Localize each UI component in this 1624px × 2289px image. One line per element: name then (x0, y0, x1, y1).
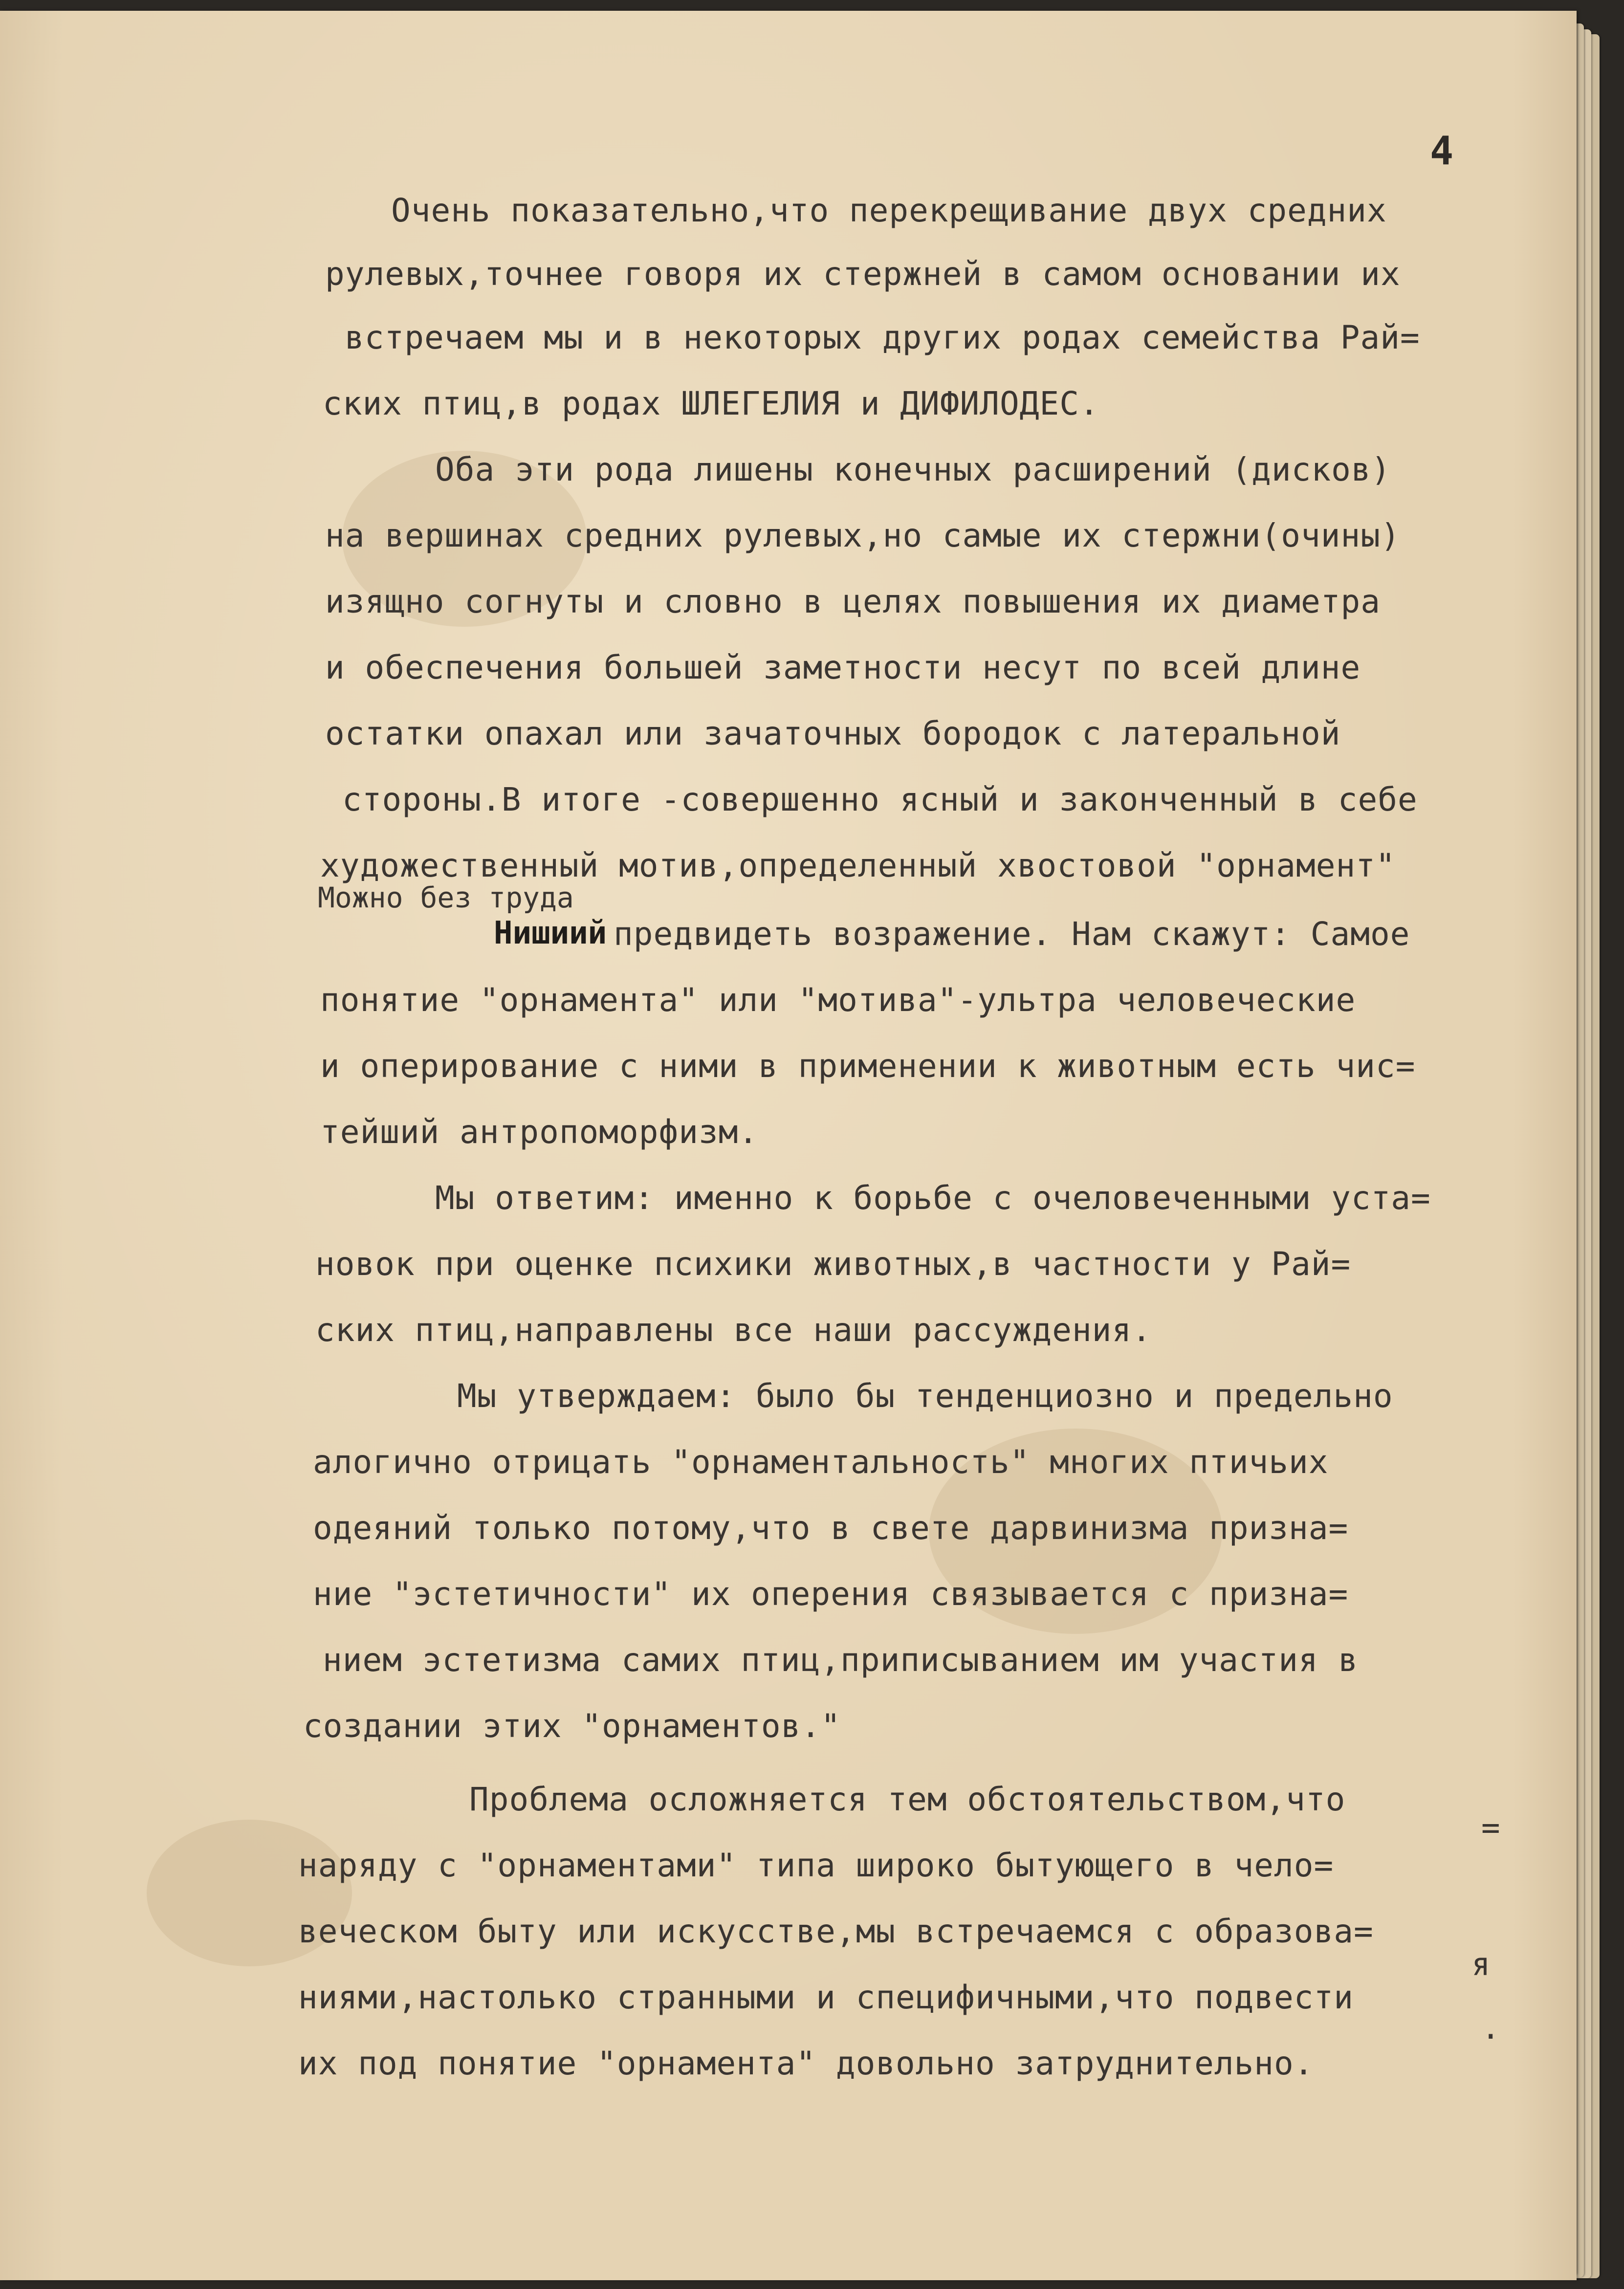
text-line: нием эстетизма самих птиц,приписыванием им участия в (323, 1641, 1359, 1679)
document-page (0, 11, 1577, 2280)
text-line: одеяний только потому,что в свете дарвинизма призна= (313, 1509, 1349, 1547)
struck-out-word: Нишиий (494, 915, 607, 951)
page-number: 4 (1430, 128, 1454, 174)
text-line: веческом быту или искусстве,мы встречаемся с образова= (298, 1913, 1374, 1950)
text-line: Очень показательно,что перекрещивание двух средних (391, 192, 1387, 229)
text-line: Мы утверждаем: было бы тенденциозно и предельно (457, 1377, 1393, 1415)
text-line: остатки опахал или зачаточных бородок с латеральной (325, 715, 1341, 752)
text-line: предвидеть возражение. Нам скажут: Самое (614, 915, 1410, 953)
handwritten-note: Можно без труда (318, 881, 574, 914)
text-line: ниями,настолько странными и специфичными,что подвести (298, 1979, 1354, 2016)
text-line: понятие "орнамента" или "мотива"-ультра человеческие (320, 981, 1356, 1019)
margin-mark: = (1481, 1810, 1500, 1846)
text-line: на вершинах средних рулевых,но самые их стержни(очины) (325, 517, 1401, 554)
text-line: Проблема осложняется тем обстоятельством,что (469, 1781, 1346, 1818)
text-line: ние "эстетичности" их оперения связывается с призна= (313, 1575, 1349, 1613)
text-line: и обеспечения большей заметности несут по всей длине (325, 649, 1361, 686)
text-line: Оба эти рода лишены конечных расширений (дисков) (435, 451, 1391, 488)
text-line: алогично отрицать "орнаментальность" многих птичьих (313, 1443, 1329, 1481)
text-line: художественный мотив,определенный хвостовой "орнамент" (320, 847, 1396, 884)
text-line: рулевых,точнее говоря их стержней в самом основании их (325, 255, 1401, 293)
text-line: новок при оценке психики животных,в частности у Рай= (315, 1245, 1351, 1283)
text-line: стороны.В итоге -совершенно ясный и законченный в себе (342, 781, 1418, 818)
text-line: тейший антропоморфизм. (320, 1113, 759, 1151)
margin-mark: я (1471, 1947, 1491, 1983)
text-line: встречаем мы и в некоторых других родах семейства Рай= (345, 319, 1420, 356)
text-line: ских птиц,в родах ШЛЕГЕЛИЯ и ДИФИЛОДЕС. (323, 385, 1099, 422)
text-line: ских птиц,направлены все наши рассуждения. (315, 1311, 1152, 1349)
margin-mark: . (1481, 2010, 1500, 2047)
text-line: их под понятие "орнамента" довольно затруднительно. (298, 2045, 1314, 2082)
text-line: Мы ответим: именно к борьбе с очеловеченными уста= (435, 1179, 1431, 1217)
text-line: создании этих "орнаментов." (303, 1707, 841, 1745)
text-line: наряду с "орнаментами" типа широко бытующего в чело= (298, 1847, 1334, 1884)
text-line: и оперирование с ними в применении к животным есть чис= (320, 1047, 1416, 1085)
text-line: изящно согнуты и словно в целях повышения их диаметра (325, 583, 1381, 620)
